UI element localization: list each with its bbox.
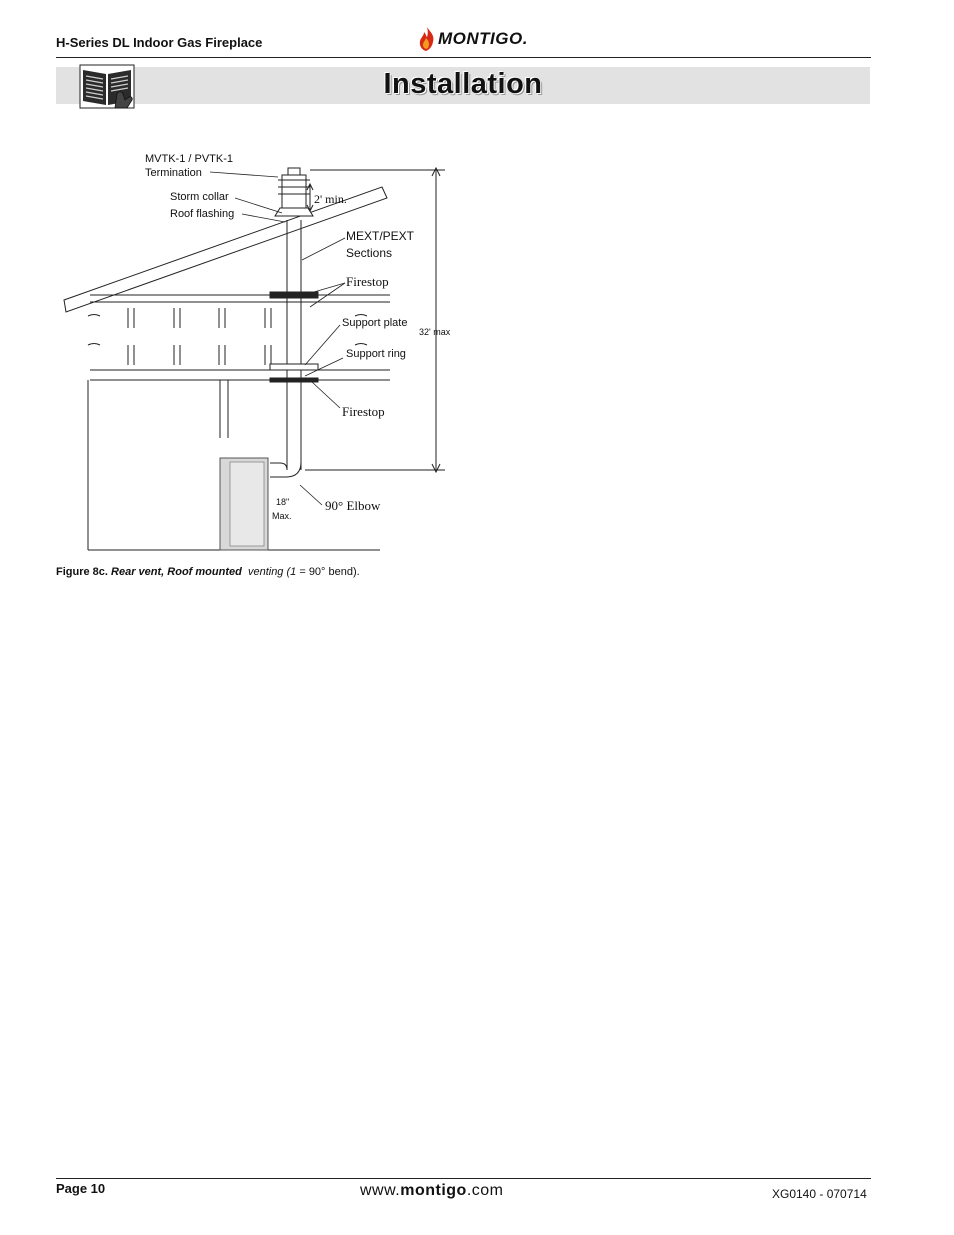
firestop-lower-label: Firestop [342, 404, 385, 419]
support-plate [270, 364, 318, 370]
caption-title: Rear vent, Roof mounted [111, 566, 242, 578]
max-offset-label-line2: Max. [272, 511, 292, 521]
montigo-wordmark: MONTIGO. [438, 29, 528, 48]
elbow-inner [270, 463, 287, 470]
termination-label-line1: MVTK-1 / PVTK-1 [145, 153, 234, 165]
flame-icon [418, 26, 436, 52]
footer-divider [56, 1178, 871, 1179]
page-number: Page 10 [56, 1181, 106, 1196]
website-url[interactable] [360, 1182, 504, 1200]
storm-collar-label: Storm collar [170, 191, 229, 203]
elbow-outer [270, 462, 301, 477]
document-code: XG0140 - 070714 [772, 1187, 867, 1201]
figure-caption [56, 566, 360, 578]
elbow-label: 90° Elbow [325, 498, 381, 513]
fireplace-unit [220, 458, 268, 550]
caption-number: Figure 8c. [56, 566, 108, 578]
support-ring-label: Support ring [346, 348, 406, 360]
storm-collar [275, 208, 313, 216]
sections-label-line2: Sections [346, 246, 393, 260]
max-offset-label-line1: 18" [276, 497, 290, 507]
caption-count: 1 [290, 566, 297, 578]
sections-label-line1: MEXT/PEXT [346, 229, 415, 243]
min-height-label: 2' min. [314, 192, 347, 206]
document-title: H-Series DL Indoor Gas Fireplace [56, 35, 263, 50]
caption-text-a: venting ( [247, 566, 291, 578]
support-plate-label: Support plate [342, 317, 408, 329]
montigo-logo [418, 24, 528, 54]
roof-flashing-label: Roof flashing [170, 208, 235, 220]
attic-studs [88, 308, 367, 365]
caption-text-b: = 90° bend). [296, 566, 360, 578]
firestop-upper-label: Firestop [346, 274, 389, 289]
max-height-label: 32' max [419, 327, 451, 337]
website-brand: montigo [400, 1182, 467, 1199]
header-divider [56, 57, 871, 58]
termination-label-line2: Termination [145, 167, 202, 179]
leader-lines [210, 172, 345, 505]
venting-diagram [60, 140, 480, 560]
firestop-lower [270, 378, 318, 382]
website-suffix: .com [466, 1182, 504, 1199]
section-title: Installation [383, 68, 543, 100]
website-prefix: www. [360, 1182, 401, 1199]
